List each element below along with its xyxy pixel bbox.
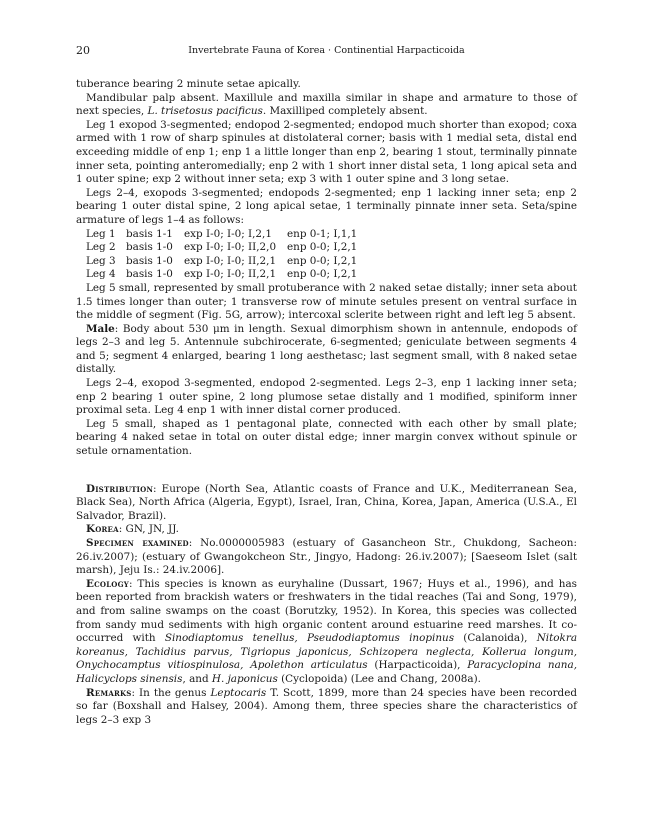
exp-cell: exp I-0; I-0; I,2,1 — [184, 227, 272, 240]
basis-cell: basis 1-1 — [126, 227, 173, 240]
leg-cell: Leg 4 — [86, 268, 116, 281]
leg-cell: Leg 1 — [86, 227, 116, 240]
paragraph-tuberance: tuberance bearing 2 minute setae apically. — [76, 78, 301, 90]
armature-table — [86, 228, 357, 282]
text-span: , and — [182, 672, 212, 685]
paragraph-korea — [76, 523, 577, 537]
page-number: 20 — [76, 44, 90, 57]
text-span: Mandibular palp absent. Maxillule and maxilla similar in shape and armature to those of next species, — [76, 91, 577, 118]
paragraph-mandibular — [76, 92, 577, 119]
table-row — [86, 268, 357, 282]
species-name: Nitokra koreanus, Tachidius parvus, Tigriopus japonicus, Schizopera neglecta, Kollerua longum, Onychocamptus vitiospinulosa, Apolethon articulatus — [76, 632, 578, 672]
remarks-heading: Remarks — [86, 686, 132, 699]
page-header — [76, 44, 577, 60]
table-row — [86, 255, 357, 269]
paragraph-male-leg5: Leg 5 small, shaped as 1 pentagonal plate, connected with each other by small plate; bearing 4 naked setae in total on outer distal edge; inner margin convex without spinule or setule ornamentation. — [76, 417, 577, 458]
species-name: Paracyclopina nana, Halicyclops sinensis — [76, 659, 577, 685]
species-name: H. japonicus — [211, 672, 278, 685]
section-gap — [76, 459, 577, 483]
ecology-heading: Ecology — [86, 577, 129, 590]
text-span: : Body about 530 μm in length. Sexual dimorphism shown in antennule, endopods of legs 2–3 and leg 5. Antennule subchirocerate, 6-segmented; geniculate between segments 4 and 5; segment 4 enlarged, bearing 1 long aesthetasc; last segment small, with 8 naked setae distally. — [76, 322, 577, 376]
exp-cell: exp I-0; I-0; II,2,1 — [184, 268, 277, 281]
running-title: Invertebrate Fauna of Korea · Continential Harpacticoida — [188, 45, 465, 56]
basis-cell: basis 1-0 — [126, 268, 173, 281]
text-span: : In the genus — [131, 686, 211, 699]
paragraph-remarks — [76, 687, 577, 728]
text-span: . Maxilliped completely absent. — [262, 105, 428, 118]
text-span: T. Scott, 1899, more than 24 species have been recorded so far (Boxshall and Halsey, 2004). Among them, three species share the characteristics of legs 2–3 exp 3 — [76, 686, 577, 726]
specimen-heading: Specimen examined — [86, 537, 189, 549]
male-heading: Male — [86, 322, 115, 335]
leg-cell: Leg 3 — [86, 254, 116, 267]
enp-cell: enp 0-1; I,1,1 — [287, 227, 358, 240]
paragraph-distribution — [76, 483, 577, 524]
enp-cell: enp 0-0; I,2,1 — [287, 241, 358, 254]
enp-cell: enp 0-0; I,2,1 — [287, 268, 358, 281]
exp-cell: exp I-0; I-0; II,2,1 — [184, 254, 277, 267]
table-row — [86, 241, 357, 255]
species-name: L. trisetosus pacificus — [147, 105, 263, 118]
korea-heading: Korea — [86, 523, 119, 536]
paragraph-male — [76, 323, 577, 377]
basis-cell: basis 1-0 — [126, 254, 173, 267]
exp-cell: exp I-0; I-0; II,2,0 — [184, 241, 277, 254]
text-span: (Calanoida), — [454, 632, 537, 645]
text-span: (Harpacticoida), — [367, 659, 468, 672]
distribution-heading: Distribution — [86, 482, 154, 495]
paragraph-leg5: Leg 5 small, represented by small protuberance with 2 naked setae distally; inner seta about 1.5 times longer than outer; 1 transverse row of minute setules present on ventral surface in the middle of segment (Fig. 5G, arrow); intercoxal sclerite between right and left leg 5 absent. — [76, 281, 577, 322]
paragraph-ecology — [76, 578, 577, 687]
text-span: (Cyclopoida) (Lee and Chang, 2008a). — [277, 672, 481, 685]
basis-cell: basis 1-0 — [126, 241, 173, 254]
leg-cell: Leg 2 — [86, 241, 116, 254]
paragraph-leg1: Leg 1 exopod 3-segmented; endopod 2-segmented; endopod much shorter than exopod; coxa armed with 1 row of sharp spinules at distolateral corner; basis with 1 medial seta, distal end exceeding middle of enp 1; enp 1 a little longer than enp 2, bearing 1 stout, terminally pinnate inner seta, pointing anteromedially; enp 2 with 1 short inner distal seta, 1 long apical seta and 1 outer spine; exp 2 without inner seta; exp 3 with 1 outer spine and 3 long setae. — [76, 118, 577, 186]
text-span: : This species is known as euryhaline (Dussart, 1967; Huys et al., 1996), and has been reported from brackish waters or freshwaters in the tidal reaches (Tai and Song, 1979), and from saline swamps on the coast (Borutzky, 1952). In Korea, this species was collected from sandy mud sediments with high organic content around estuarine reed marshes. It co-occurred with — [76, 577, 577, 645]
species-name: Sinodiaptomus tenellus, Pseudodiaptomus inopinus — [164, 632, 455, 645]
paragraph-specimen — [76, 537, 577, 578]
text-span: : GN, JN, JJ. — [118, 523, 179, 536]
paragraph-male-legs: Legs 2–4, exopod 3-segmented, endopod 2-segmented. Legs 2–3, enp 1 lacking inner seta; enp 2 bearing 1 outer spine, 2 long plumose setae distally and 1 modified, spiniform inner proximal seta. Leg 4 enp 1 with inner distal corner produced. — [76, 377, 577, 417]
text-span: : Europe (North Sea, Atlantic coasts of France and U.K., Mediterranean Sea, Black Sea), North Africa (Algeria, Egypt), Israel, Iran, China, Korea, Japan, America (U.S.A., El Salvador, Brazil). — [76, 482, 577, 522]
enp-cell: enp 0-0; I,2,1 — [287, 254, 358, 267]
genus-name: Leptocaris — [210, 686, 267, 699]
main-text — [76, 78, 577, 727]
table-row — [86, 228, 357, 242]
text-span: : No.0000005983 (estuary of Gasancheon Str., Chukdong, Sacheon: 26.iv.2007); (estuary of Gwangokcheon Str., Jingyo, Hadong: 26.iv.2007); [Saeseom Islet (salt marsh), Jeju Is.: 24.iv.2006]. — [76, 537, 577, 577]
paragraph-legs2-4: Legs 2–4, exopods 3-segmented; endopods 2-segmented; enp 1 lacking inner seta; enp 2 bearing 1 outer distal spine, 2 long apical setae, 1 terminally pinnate inner seta. Seta/spine armature of legs 1–4 as follows: — [76, 186, 577, 226]
